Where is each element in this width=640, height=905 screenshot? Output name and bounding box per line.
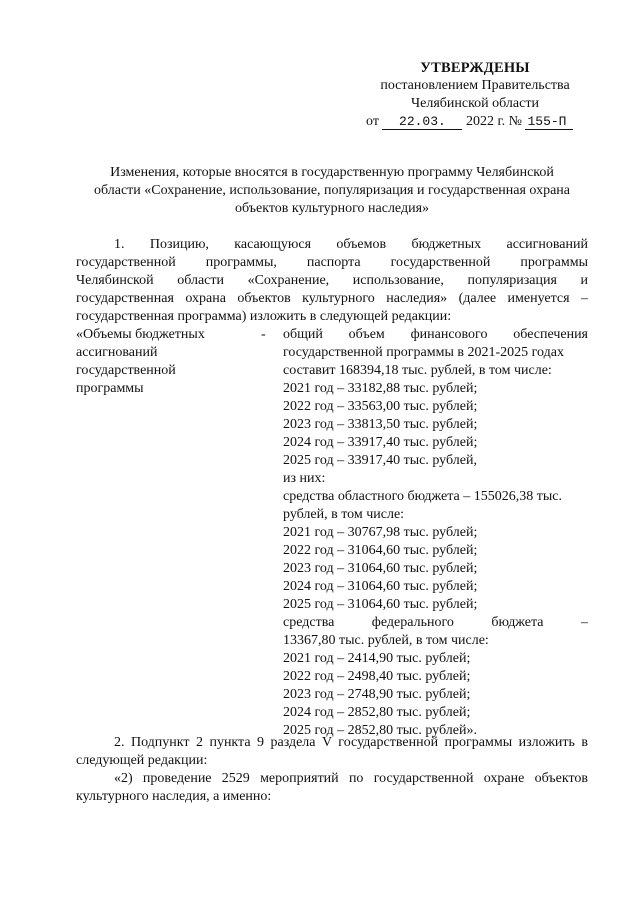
right-cell-line: 2024 год – 2852,80 тыс. рублей; — [283, 705, 471, 720]
item-1-paragraph — [76, 236, 588, 326]
document-title — [76, 164, 588, 218]
left-cell-line: «Объемы бюджетных — [76, 327, 205, 342]
right-cell-line: средства областного бюджета – 155026,38 тыс. — [283, 489, 562, 504]
right-cell-line: 2022 год – 2498,40 тыс. рублей; — [283, 669, 471, 684]
approval-line-1: постановлением Правительства — [380, 78, 570, 93]
right-cell-line: 2021 год – 2414,90 тыс. рублей; — [283, 651, 471, 666]
right-cell-line: 2024 год – 33917,40 тыс. рублей; — [283, 435, 478, 450]
right-cell-line: 2023 год – 31064,60 тыс. рублей; — [283, 561, 478, 576]
right-cell-line: 2024 год – 31064,60 тыс. рублей; — [283, 579, 478, 594]
approval-title: УТВЕРЖДЕНЫ — [420, 60, 530, 76]
approval-block — [360, 59, 590, 131]
item-2-paragraph — [76, 734, 588, 806]
table-left-column — [76, 326, 256, 398]
item-1-line-3: Челябинской области «Сохранение, использование, популяризация и — [76, 273, 588, 288]
right-cell-line: средства федерального бюджета – — [283, 615, 588, 630]
approval-date-line — [366, 113, 596, 131]
item-1-line-1: 1. Позицию, касающуюся объемов бюджетных ассигнований — [114, 237, 588, 252]
right-cell-line: 2022 год – 33563,00 тыс. рублей; — [283, 399, 478, 414]
handwritten-date: 22.03. — [382, 115, 462, 130]
title-line-2: области «Сохранение, использование, популяризация и государственная охрана — [93, 183, 571, 198]
item-1-line-5: государственная программа) изложить в следующей редакции: — [76, 309, 452, 324]
item-2-line-3: «2) проведение 2529 мероприятий по государственной охране объектов — [114, 771, 588, 786]
right-cell-line: общий объем финансового обеспечения — [283, 327, 588, 342]
right-cell-line: 2023 год – 33813,50 тыс. рублей; — [283, 417, 478, 432]
title-line-1: Изменения, которые вносятся в государственную программу Челябинской — [110, 165, 554, 180]
left-cell-line: государственной — [76, 363, 176, 378]
right-cell-line: составит 168394,18 тыс. рублей, в том числе: — [283, 363, 552, 378]
right-cell-line: из них: — [283, 471, 326, 486]
item-1-line-2: государственной программы, паспорта государственной программы — [76, 255, 588, 270]
right-cell-line: рублей, в том числе: — [283, 507, 405, 522]
year-number-label: 2022 г. № — [465, 114, 522, 129]
left-cell-line: программы — [76, 381, 144, 396]
from-label: от — [366, 114, 379, 129]
item-2-line-2: следующей редакции: — [76, 753, 208, 768]
item-2-line-1: 2. Подпункт 2 пункта 9 раздела V государственной программы изложить в — [114, 735, 588, 750]
right-cell-line: 2025 год – 2852,80 тыс. рублей». — [283, 723, 477, 738]
title-line-3: объектов культурного наследия» — [234, 201, 430, 216]
approval-line-2: Челябинской области — [411, 96, 539, 111]
right-cell-line: 2022 год – 31064,60 тыс. рублей; — [283, 543, 478, 558]
right-cell-line: 13367,80 тыс. рублей, в том числе: — [283, 633, 489, 648]
table-right-column — [283, 326, 588, 740]
table-dash: - — [261, 327, 266, 342]
left-cell-line: ассигнований — [76, 345, 158, 360]
right-cell-line: 2021 год – 33182,88 тыс. рублей; — [283, 381, 478, 396]
right-cell-line: государственной программы в 2021-2025 годах — [283, 345, 564, 360]
item-2-line-4: культурного наследия, а именно: — [76, 789, 272, 804]
right-cell-line: 2023 год – 2748,90 тыс. рублей; — [283, 687, 471, 702]
item-1-line-4: государственная охрана объектов культурного наследия» (далее именуется – — [76, 291, 588, 306]
right-cell-line: 2025 год – 33917,40 тыс. рублей, — [283, 453, 477, 468]
handwritten-number: 155-П — [525, 115, 573, 130]
right-cell-line: 2021 год – 30767,98 тыс. рублей; — [283, 525, 478, 540]
right-cell-line: 2025 год – 31064,60 тыс. рублей; — [283, 597, 478, 612]
